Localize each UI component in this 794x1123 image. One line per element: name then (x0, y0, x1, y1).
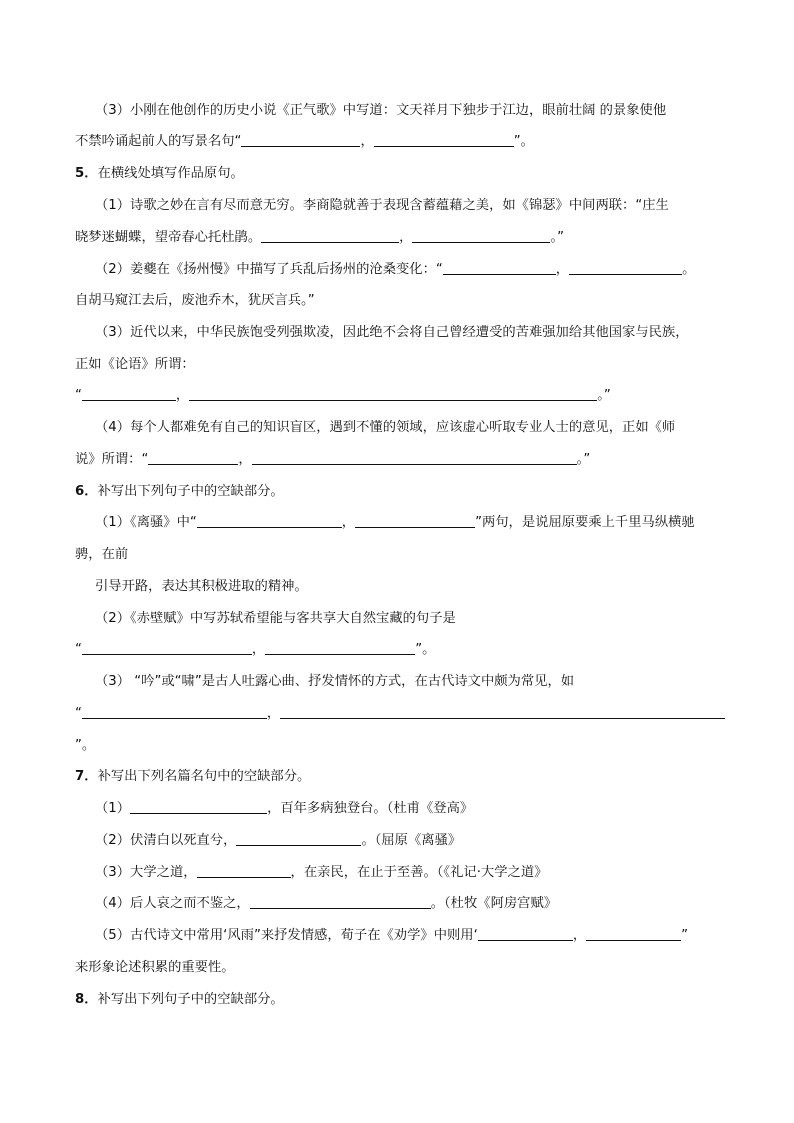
q4-3-line1 (95, 101, 666, 121)
separator: ， (251, 642, 266, 657)
question-number: 8． (75, 992, 98, 1007)
q6-2-line1 (95, 609, 456, 629)
open-quote: “ (75, 706, 82, 721)
open-quote: “ (75, 388, 82, 403)
answer-blank[interactable] (241, 132, 360, 147)
closing-quote: 。” (597, 388, 611, 403)
q4-3-text: （3）小刚在他创作的历史小说《正气歌》中写道：文天祥月下独步于江边，眼前壮阔 的景象使他 (95, 103, 667, 118)
question-number: 7． (75, 769, 98, 784)
q5-1-text: （1）诗歌之妙在言有尽而意无穷。李商隐就善于表现含蓄蕴藉之美，如《锦瑟》中间两联：“庄生 (95, 198, 669, 213)
answer-blank[interactable] (236, 831, 361, 846)
q7-4-text: （4）后人哀之而不鉴之， (95, 896, 250, 911)
answer-blank[interactable] (82, 704, 267, 719)
q7-5-line1 (95, 926, 688, 946)
answer-blank[interactable] (148, 450, 238, 465)
question-number: 5． (75, 166, 98, 181)
q6-3-line3 (75, 736, 95, 756)
q5-3-line1 (95, 323, 689, 343)
open-quote: “ (75, 642, 82, 657)
answer-blank[interactable] (586, 926, 681, 941)
closing-quote: ” (681, 928, 689, 943)
question-title: 补写出下列句子中的空缺部分。 (97, 484, 284, 499)
closing-quote: ”。 (513, 134, 534, 149)
answer-blank[interactable] (261, 228, 399, 243)
q7-1 (95, 799, 473, 819)
q6-3-line1 (95, 672, 574, 692)
question-5-heading (75, 164, 244, 184)
separator: ， (555, 262, 570, 277)
q5-3-line2 (75, 355, 195, 375)
separator: ， (572, 928, 587, 943)
q6-1-text-cont: ”两句，是说屈原要乘上千里马纵横驰 (475, 515, 695, 530)
q6-3-line2 (75, 704, 725, 724)
q6-1-line2 (75, 545, 128, 565)
q5-1-line1 (95, 196, 669, 216)
separator: ， (175, 388, 190, 403)
q6-1-line1 (95, 513, 695, 533)
answer-blank[interactable] (250, 894, 431, 909)
q5-4-line1 (95, 418, 675, 438)
q7-5-line2 (75, 958, 235, 978)
question-6-heading (75, 482, 284, 502)
q5-2-quote-end: 自胡马窥江去后，废池乔木，犹厌言兵。” (75, 293, 315, 308)
question-8-heading (75, 990, 284, 1010)
q7-3-source: ，在亲民，在止于至善。（《礼记·大学之道》 (290, 865, 548, 880)
q5-1-line2 (75, 228, 564, 248)
question-title: 补写出下列句子中的空缺部分。 (97, 992, 284, 1007)
item-number: （1） (95, 801, 131, 816)
q5-2-line2 (75, 291, 315, 311)
answer-blank[interactable] (197, 513, 342, 528)
q5-4-text: （4）每个人都难免有自己的知识盲区，遇到不懂的领域，应该虚心听取专业人士的意见，正如《师 (95, 420, 676, 435)
q7-2-text: （2）伏清白以死直兮， (95, 833, 237, 848)
answer-blank[interactable] (82, 640, 252, 655)
q6-1-line3 (95, 577, 308, 597)
q7-5-text-cont: 来形象论述积累的重要性。 (75, 960, 235, 975)
question-7-heading (75, 767, 310, 787)
answer-blank[interactable] (197, 863, 291, 878)
q6-1-text-end: 引导开路，表达其积极进取的精神。 (95, 579, 308, 594)
q5-3-line3 (75, 386, 611, 406)
q4-3-line2 (75, 132, 534, 152)
answer-blank[interactable] (265, 640, 415, 655)
q4-3-prompt: 不禁吟诵起前人的写景名句“ (75, 134, 242, 149)
closing-quote: ”。 (75, 738, 96, 753)
q5-1-quote: 晓梦迷蝴蝶，望帝春心托杜鹃。 (75, 230, 262, 245)
separator: ， (238, 452, 252, 467)
answer-blank[interactable] (130, 799, 267, 814)
answer-blank[interactable] (478, 926, 573, 941)
q5-2-line1 (95, 260, 695, 280)
q7-5-text: （5）古代诗文中常用‘风雨”来抒发情感，荀子在《劝学》中则用‘ (95, 928, 478, 943)
answer-blank[interactable] (252, 450, 577, 465)
q7-1-text: ，百年多病独登台。（杜甫《登高》 (267, 801, 474, 816)
separator: ， (266, 706, 281, 721)
separator: ， (360, 134, 374, 149)
q7-4-source: 。（杜牧《阿房宫赋》 (430, 896, 558, 911)
closing-quote: 。” (576, 452, 591, 467)
q7-2-source: 。（屈原《离骚》 (361, 833, 462, 848)
q6-1-text-wrap: 骋，在前 (75, 547, 129, 562)
q7-2 (95, 831, 461, 851)
answer-blank[interactable] (374, 132, 514, 147)
separator: ， (341, 515, 356, 530)
q6-2-line2 (75, 640, 435, 660)
answer-blank[interactable] (569, 260, 682, 275)
question-number: 6． (75, 484, 98, 499)
closing-quote: 。” (550, 230, 564, 245)
separator: ， (399, 230, 413, 245)
q7-4 (95, 894, 557, 914)
answer-blank[interactable] (443, 260, 556, 275)
q6-3-text: （3） “吟”或“啸”是古人吐露心曲、抒发情怀的方式，在古代诗文中颇为常见，如 (95, 674, 575, 689)
period: 。 (682, 262, 696, 277)
q5-3-text-cont: 正如《论语》所谓： (75, 357, 195, 372)
answer-blank[interactable] (280, 704, 725, 719)
q6-1-text: （1）《离骚》中“ (95, 515, 197, 530)
q7-3-text: （3）大学之道， (95, 865, 197, 880)
q5-3-text: （3）近代以来，中华民族饱受列强欺凌，因此绝不会将自己曾经遭受的苦难强加给其他国家与民族， (95, 325, 689, 340)
question-title: 补写出下列名篇名句中的空缺部分。 (97, 769, 311, 784)
answer-blank[interactable] (189, 386, 597, 401)
q5-2-text: （2）姜夔在《扬州慢》中描写了兵乱后扬州的沧桑变化：“ (95, 262, 443, 277)
answer-blank[interactable] (355, 513, 475, 528)
q6-2-text: （2）《赤壁赋》中写苏轼希望能与客共享大自然宝藏的句子是 (95, 611, 456, 626)
q7-3 (95, 863, 547, 883)
q5-4-line2 (75, 450, 590, 470)
question-title: 在横线处填写作品原句。 (97, 166, 244, 181)
closing-quote: ”。 (415, 642, 436, 657)
answer-blank[interactable] (82, 386, 176, 401)
answer-blank[interactable] (412, 228, 550, 243)
q5-4-prompt: 说》所谓：“ (75, 452, 149, 467)
